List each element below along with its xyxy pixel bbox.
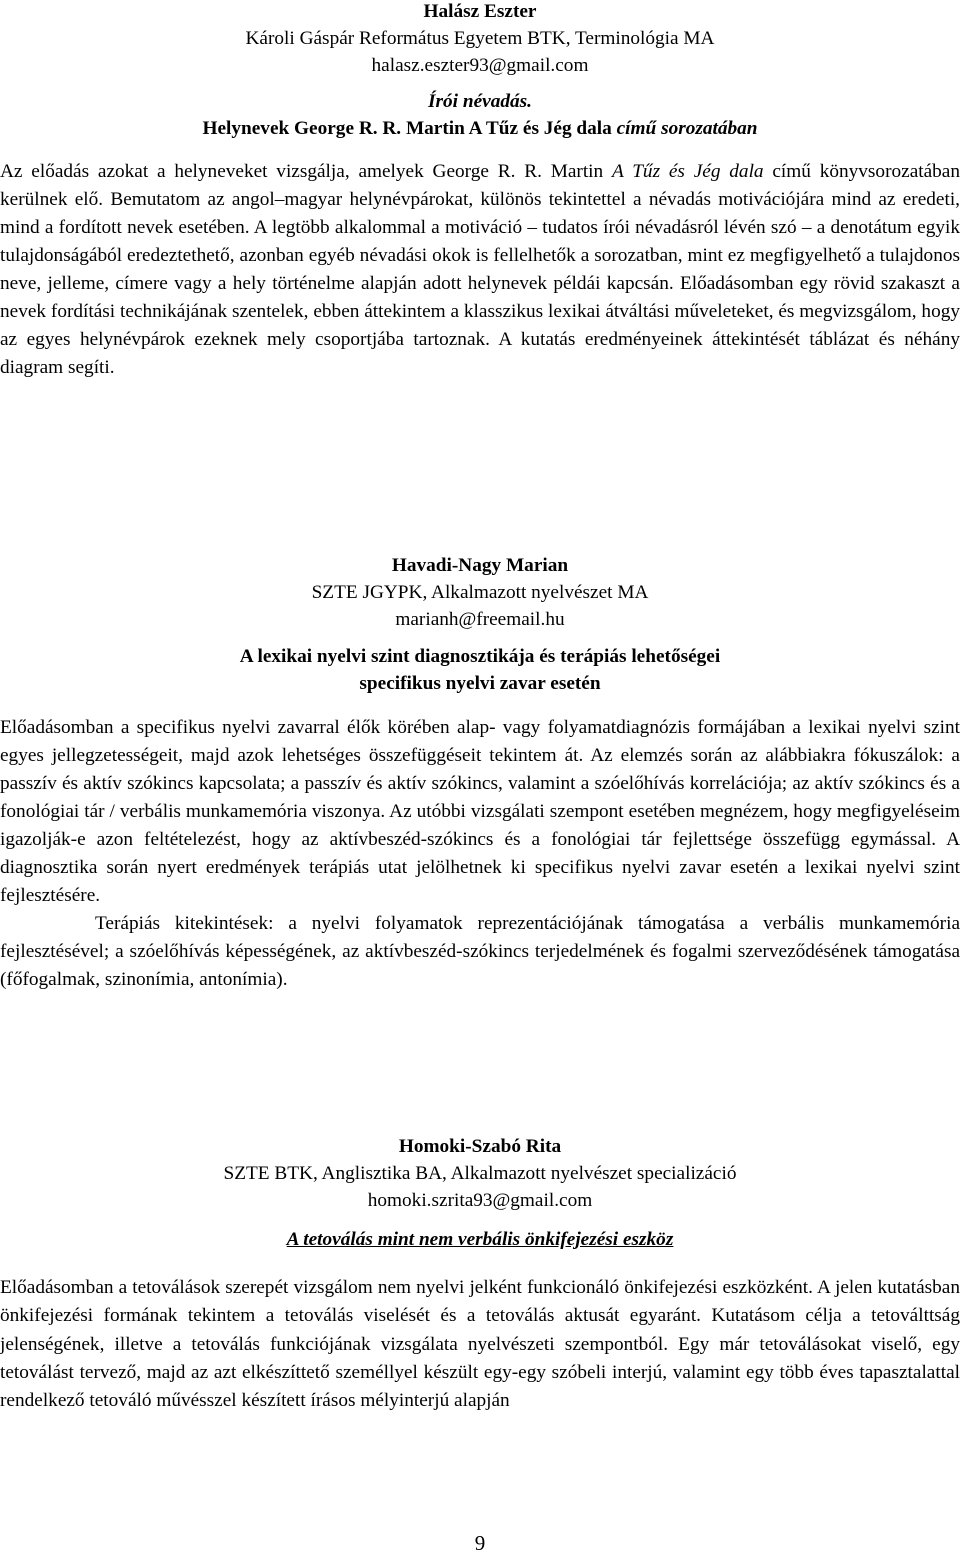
author-affiliation: SZTE JGYPK, Alkalmazott nyelvészet MA [311,582,649,603]
abstract-text [0,158,960,382]
author-name: Halász Eszter [423,1,537,22]
abstract-text-part-2: című könyvsorozatában kerülnek elő. Bemutatom az angol–magyar helynévpárokat, különös tekintettel a névadás motivációjára mind az eredeti, mind a fordított nevek esetében. A legtöbb alkalommal a motiváció – tudatos írói névadásról lévén szó – a denotátum egyik tulajdonságából eredeztethető, azonban egyéb névadási okok is fellelhetők a sorozatban, mint ez megfigyelhető a tulajdonos neve, jelleme, címere vagy a hely történelme alapján adott helynevek példái kapcsán. Előadásomban egy rövid szakaszt a nevek fordítási technikájának szentelek, ebben áttekintem a klasszikus lexikai átváltási műveleteket, és megvizsgálom, hogy az egyes helynévpárok ezeknek mely csoportjába tartoznak. A kutatás eredményeinek áttekintését táblázat és néhány diagram segíti. [0,161,960,378]
talk-title [0,643,960,697]
page-number: 9 [474,1531,486,1555]
talk-title [0,88,960,142]
author-affiliation: SZTE BTK, Anglisztika BA, Alkalmazott nyelvészet specializáció [223,1163,737,1184]
talk-title-line-2-italic: című sorozatában [616,118,758,139]
talk-title [0,1226,960,1253]
talk-title-line-1: Írói névadás. [428,91,532,112]
abstract-paragraph-2: Terápiás kitekintések: a nyelvi folyamatok reprezentációjának támogatása a verbális munkamemória fejlesztésével; a szóelőhívás képességének, az aktívbeszéd-szókincs terjedelmének és fogalmi szerveződésének támogatása (főfogalmak, szinonímia, antonímia). [0,913,960,990]
talk-title-line-2-plain: Helynevek George R. R. Martin A Tűz és Jég dala [202,118,617,139]
talk-title-line-1: A lexikai nyelvi szint diagnosztikája és terápiás lehetőségei [239,646,721,667]
abstract-entry-homoki-szabo [0,1133,960,1415]
talk-title-text: A tetoválás mint nem verbális önkifejezési eszköz [286,1229,674,1250]
abstract-paragraph-1: Előadásomban a specifikus nyelvi zavarral élők körében alap- vagy folyamatdiagnózis formájában a lexikai nyelvi szint egyes jellegzetességeit, majd azok lehetséges összefüggéseit tekintem át. Az elemzés során az alábbiakra fókuszálok: a passzív és aktív szókincs kapcsolata; a passzív és aktív szókincs, valamint a szóelőhívás korrelációja; az aktív szókincs és a fonológiai tár / verbális munkamemória viszonya. Az utóbbi vizsgálati szempont esetében megnézem, hogy megfigyeléseim igazolják-e azon feltételezést, hogy az aktívbeszéd-szókincs és a fonológiai tár fejlettsége összefügg egymással. A diagnosztika során nyert eredmények terápiás utat jelölhetnek ki specifikus nyelvi zavar esetén a lexikai nyelvi szint fejlesztésére. [0,717,960,906]
abstract-entry-havadi-nagy [0,552,960,994]
author-block [0,1133,960,1253]
author-block [0,552,960,697]
author-email: marianh@freemail.hu [395,609,565,630]
abstract-entry-halasz [0,0,960,382]
abstract-text-part-1: Az előadás azokat a helyneveket vizsgálja, amelyek George R. R. Martin [0,161,612,182]
talk-title-line-2 [0,115,960,142]
author-affiliation: Károli Gáspár Református Egyetem BTK, Terminológia MA [245,28,715,49]
talk-title-line-2: specifikus nyelvi zavar esetén [359,673,601,694]
author-email: homoki.szrita93@gmail.com [367,1190,593,1211]
abstract-text: Előadásomban a tetoválások szerepét vizsgálom nem nyelvi jelként funkcionáló önkifejezési eszközként. A jelen kutatásban önkifejezési formának tekintem a tetoválás viselését és a tetoválás aktusát egyaránt. Kutatásom célja a tetoválttság jelenségének, illetve a tetoválás funkciójának vizsgálata nyelvészeti szempontból. Egy már tetoválásokat viselő, egy tetoválást tervező, majd az azt elkészíttető személlyel készült egy-egy szóbeli interjú, valamint egy több éves tapasztalattal rendelkező tetováló művésszel készített írásos mélyinterjú alapján [0,1277,960,1412]
author-name: Havadi-Nagy Marian [391,555,569,576]
author-email: halasz.eszter93@gmail.com [371,55,589,76]
abstract-text-italic: A Tűz és Jég dala [611,161,764,182]
author-block [0,0,960,142]
author-name: Homoki-Szabó Rita [398,1136,562,1157]
